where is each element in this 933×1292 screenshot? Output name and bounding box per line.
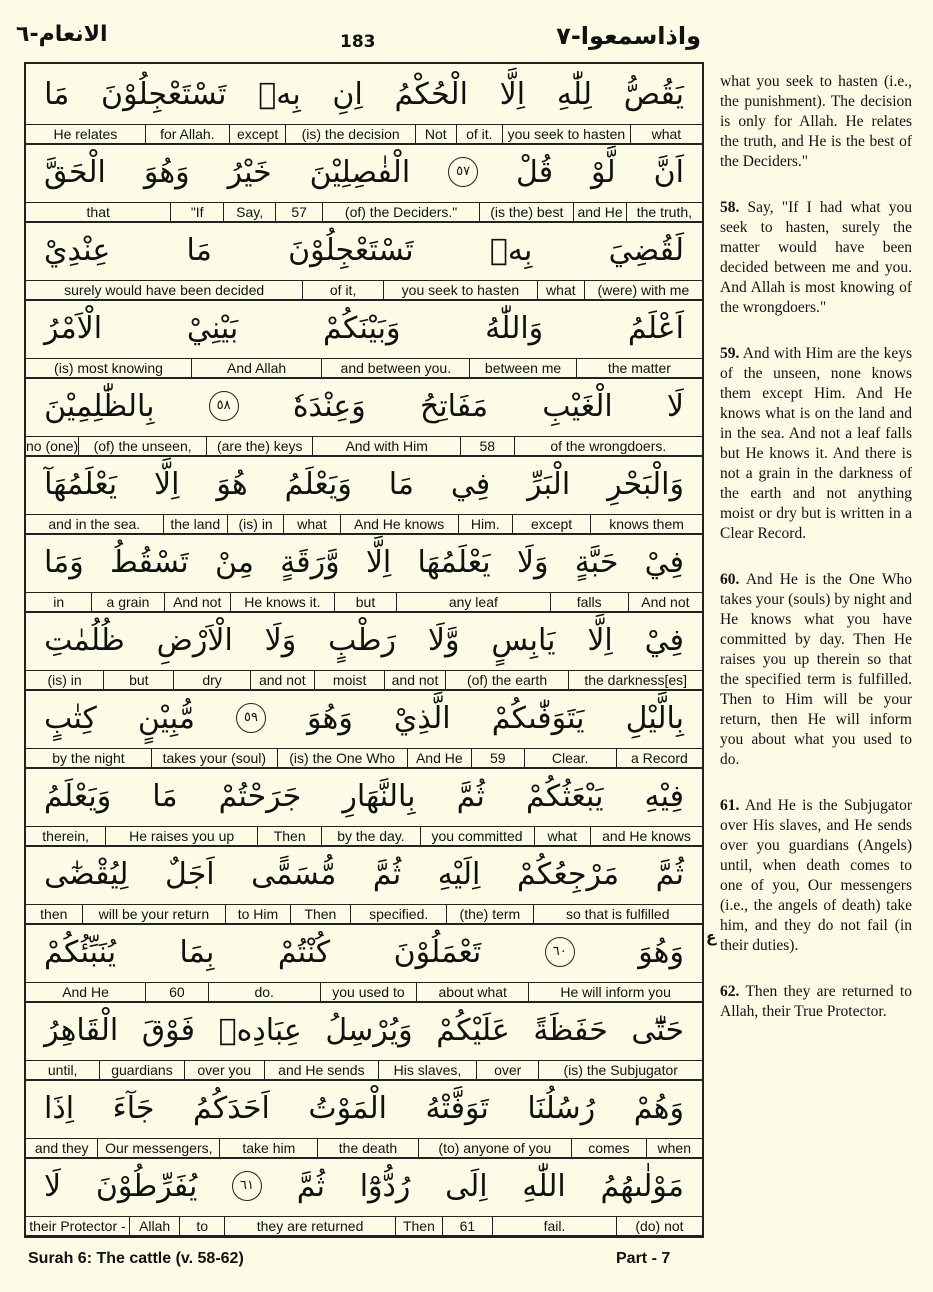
gloss-cell: And He [62,984,109,1000]
arabic-word: فِيْ [644,544,684,580]
gloss-cell: (to) anyone of you [418,1139,572,1157]
arabic-word: رَطْبٍ [328,622,396,658]
gloss-cell: you seek to hasten [383,281,537,299]
arabic-word: مَا [388,466,414,502]
arabic-word: وَعِنْدَهٗ [292,388,366,424]
gloss-cell: so that is fulfilled [533,905,702,923]
arabic-word: بِالظّٰلِمِيْنَ [44,388,155,424]
gloss-cell: specified. [350,905,446,923]
arabic-word: الْحُكْمُ [394,76,468,112]
gloss-cell: their Protector - [29,1218,126,1234]
verse-number-marker: ٦٠ [545,937,575,967]
gloss-cell: to Him [225,905,289,923]
gloss-cell: no (one) [26,438,79,454]
verse-row [26,1156,702,1234]
ruku-marker: ع [706,928,717,946]
verse-row [26,1000,702,1078]
gloss-cell: 57 [275,203,322,221]
gloss-cell: take him [219,1139,317,1157]
gloss-cell: And not [164,593,230,611]
arabic-word: تَسْقُطُ [109,544,189,580]
gloss-cell: and He sends [264,1061,378,1079]
arabic-word: مُّسَمًّى [251,856,337,892]
gloss-cell: (the) term [446,905,532,923]
arabic-word: الْبَرِّ [527,466,571,502]
arabic-word: الَّذِيْ [393,700,451,736]
page-number: 183 [340,32,376,52]
arabic-word: وَهُمْ [633,1090,684,1126]
arabic-word: الْاَرْضِ [156,622,233,658]
verse-row [26,610,702,688]
arabic-word: لِيُقْضٰٓى [44,856,129,892]
arabic-word: يُنَبِّئُكُمْ [44,934,117,970]
verse-number-marker: ٥٩ [236,703,266,733]
gloss-cell: and in the sea. [48,516,141,532]
arabic-word: مَوْلٰىهُمُ [600,1168,684,1204]
arabic-word: بِالنَّهَارِ [342,778,416,814]
verse-row [26,688,702,766]
gloss-cell: Then [290,905,350,923]
translation-text: And with Him are the keys of the unseen, none knows them except Him. And He knows what is on the land and in the sea. And not a leaf falls but He knows it. And there is not a grain in the darkness of the earth and not anything moist or dry but is written in a Clear Record. [720,345,912,542]
gloss-cell: and between you. [321,359,469,377]
gloss-cell: of the wrongdoers. [514,437,702,455]
arabic-word: وَمَا [44,544,84,580]
gloss-cell: 60 [145,983,208,1001]
gloss-cell: what [534,827,591,845]
gloss-cell: the truth, [626,203,702,221]
gloss-cell: therein, [42,828,89,844]
gloss-cell: (of) the Deciders." [322,203,479,221]
gloss-cell: He knows it. [230,593,334,611]
arabic-line [26,1000,702,1060]
arabic-word: تَوَفَّتْهُ [425,1090,489,1126]
gloss-cell: (is) in [47,672,82,688]
arabic-word: وَالْبَحْرِ [607,466,684,502]
arabic-word: الْقَاهِرُ [44,1012,119,1048]
arabic-word: الْمَوْتُ [308,1090,387,1126]
arabic-word: وَهُوَ [143,154,190,190]
arabic-word: جَرَحْتُمْ [218,778,302,814]
arabic-word: جَآءَ [112,1090,155,1126]
gloss-cell: you used to [320,983,416,1001]
gloss-cell: Then [257,827,321,845]
gloss-cell: comes [571,1139,645,1157]
verse-row [26,64,702,142]
gloss-cell: by the night [52,750,125,766]
arabic-word: مُّبِيْنٍ [137,700,195,736]
gloss-cell: Say, [223,203,275,221]
verse-row [26,220,702,298]
arabic-word: وَلَا [516,544,549,580]
gloss-cell: And Allah [191,359,321,377]
gloss-cell: and not [250,671,314,689]
gloss-cell: by the day. [321,827,419,845]
gloss-cell: a grain [91,593,163,611]
verse-number-marker: ٥٨ [209,391,239,421]
gloss-cell: surely would have been decided [64,282,265,298]
gloss-cell: they are returned [224,1217,395,1235]
translation-text: And He is the One Who takes your (souls) by night and He knows what you have committed by day. Then He raises you up therein so that the specified term is fulfilled. Then to Him will be your return, then He will inform you about what you used to do. [720,571,912,768]
arabic-word: ثُمَّ [296,1168,326,1204]
arabic-word: بِمَا [179,934,215,970]
arabic-line [26,532,702,592]
part-footer: Part - 7 [616,1250,671,1267]
arabic-word: تَعْمَلُوْنَ [393,934,482,970]
arabic-word: يَقُصُّ [623,76,684,112]
gloss-cell: in [53,594,65,610]
gloss-cell: And not [628,593,702,611]
arabic-word: بَيْنِيْ [186,310,239,346]
gloss-cell: 59 [471,749,524,767]
translation-column [720,72,912,1048]
gloss-cell: Not [415,125,456,143]
arabic-word: بِالَّيْلِ [625,700,684,736]
gloss-cell: And He knows [340,515,458,533]
translation-paragraph [720,72,912,172]
arabic-word: ثُمَّ [655,856,684,892]
gloss-cell: (is the) best [479,203,573,221]
arabic-word: لَّوْ [591,154,616,190]
arabic-word: يَعْلَمُهَا [417,544,491,580]
gloss-cell: what [537,281,584,299]
arabic-word: الْحَقَّ [44,154,106,190]
arabic-word: خَيْرُ [227,154,272,190]
arabic-word: مَا [44,76,70,112]
translation-text: Say, "If I had what you seek to hasten, surely the matter would have been decided between me and you. And Allah is most knowing of the wrongdoers." [720,199,912,316]
word-by-word-grid [24,62,704,1238]
arabic-line [26,766,702,826]
gloss-cell: that [86,204,110,220]
gloss-cell: the darkness[es] [568,671,702,689]
arabic-word: قُلْ [516,154,554,190]
gloss-cell: falls [550,593,628,611]
arabic-word: فَوْقَ [141,1012,195,1048]
arabic-word: اِذَا [44,1090,75,1126]
gloss-cell: And He [407,749,471,767]
arabic-word: الْغَيْبِ [542,388,613,424]
translation-paragraph [720,796,912,956]
arabic-line [26,454,702,514]
gloss-cell: knows them [590,515,702,533]
gloss-cell: of it, [302,281,383,299]
gloss-cell: dry [173,671,249,689]
gloss-cell: (are the) keys [206,437,312,455]
arabic-word: تَسْتَعْجِلُوْنَ [288,232,414,268]
translation-text: And He is the Subjugator over His slaves, and He sends over you guardians (Angels) until, when death comes to one of you, Our messengers (i.e., the angels of death) take him, and they do not fail (in their duties). [720,797,912,954]
gloss-cell: the land [163,515,227,533]
arabic-word: فِيْ [644,622,684,658]
arabic-word: وَيَعْلَمُ [44,778,112,814]
gloss-cell: over [476,1061,538,1079]
gloss-cell: (is) the decision [285,125,415,143]
arabic-word: حَفَظَةً [533,1012,608,1048]
gloss-cell: (do) not [616,1217,702,1235]
english-gloss-line [26,1216,702,1237]
arabic-line [26,688,702,748]
verse-number: 58. [720,199,740,216]
translation-paragraph [720,982,912,1022]
gloss-cell: Clear. [524,749,616,767]
arabic-word: كِتٰبٍ [44,700,97,736]
gloss-cell: (is) the One Who [277,749,407,767]
arabic-word: يُفَرِّطُوْنَ [95,1168,198,1204]
gloss-cell: what [630,125,702,143]
arabic-word: بِهٖ [258,76,301,112]
arabic-word: حَبَّةٍ [574,544,619,580]
gloss-cell: He will inform you [528,983,702,1001]
arabic-line [26,610,702,670]
arabic-line [26,64,702,124]
arabic-line [26,142,702,202]
gloss-cell: guardians [99,1061,183,1079]
surah-header-arabic: الانعام-٦ [16,22,108,47]
arabic-word: ثُمَّ [372,856,402,892]
arabic-word: يَعْلَمُهَآ [44,466,118,502]
arabic-word: وَهُوَ [307,700,353,736]
gloss-cell: you seek to hasten [502,125,630,143]
arabic-word: كُنْتُمْ [277,934,331,970]
arabic-word: مِنْ [215,544,254,580]
gloss-cell: the death [317,1139,417,1157]
arabic-word: هُوَ [216,466,248,502]
translation-text: what you seek to hasten (i.e., the punishment). The decision is only for Allah. He relates the truth, and He is the best of the Deciders." [720,73,912,170]
gloss-cell: 61 [442,1217,492,1235]
arabic-word: عِنْدِيْ [44,232,111,268]
arabic-word: وَلَا [264,622,297,658]
gloss-cell: (is) most knowing [54,360,163,376]
translation-text: Then they are returned to Allah, their True Protector. [720,983,912,1020]
gloss-cell: Then [395,1217,442,1235]
arabic-word: عَلَيْكُمْ [436,1012,510,1048]
arabic-word: وَاللّٰهُ [485,310,544,346]
arabic-word: لَا [666,388,684,424]
arabic-word: اِنِ [332,76,363,112]
gloss-cell: and He [573,203,625,221]
gloss-cell: any leaf [396,593,549,611]
verse-row [26,532,702,610]
gloss-cell: but [334,593,396,611]
gloss-cell: for Allah. [145,125,229,143]
gloss-cell: you committed [420,827,534,845]
arabic-word: رُسُلُنَا [527,1090,596,1126]
arabic-word: عِبَادِهٖ [218,1012,302,1048]
arabic-word: اَنَّ [653,154,684,190]
arabic-word: فِي [450,466,491,502]
arabic-word: اِلَى [445,1168,488,1204]
gloss-cell: Him. [458,515,512,533]
arabic-word: اِلَيْهِ [437,856,481,892]
gloss-cell: a Record [616,749,702,767]
verse-number-marker: ٥٧ [448,157,478,187]
juz-header-arabic: واذاسمعوا-٧ [556,22,701,50]
arabic-word: اِلَّا [365,544,392,580]
gloss-cell: He relates [53,126,118,142]
arabic-word: ظُلُمٰتِ [44,622,125,658]
verse-number: 62. [720,983,740,1000]
arabic-word: الْاَمْرُ [44,310,103,346]
translation-paragraph [720,198,912,318]
arabic-word: اَعْلَمُ [627,310,684,346]
arabic-word: حَتّٰٓى [631,1012,684,1048]
gloss-cell: (were) with me [584,281,702,299]
gloss-cell: and not [384,671,444,689]
arabic-word: مَفَاتِحُ [419,388,489,424]
gloss-cell: takes your (soul) [151,749,277,767]
arabic-line [26,1156,702,1216]
arabic-line [26,844,702,904]
verse-number: 59. [720,345,740,362]
gloss-cell: (of) the unseen, [78,437,206,455]
gloss-cell: the matter [576,359,702,377]
gloss-cell: to [179,1217,224,1235]
gloss-cell: moist [314,671,384,689]
arabic-word: يَبْعَثُكُمْ [525,778,604,814]
arabic-word: مَا [186,232,212,268]
translation-paragraph [720,344,912,544]
arabic-word: لَا [44,1168,62,1204]
gloss-cell: and He knows [590,827,702,845]
arabic-word: وَّلَا [427,622,460,658]
translation-paragraph [720,570,912,770]
verse-row [26,298,702,376]
verse-row [26,922,702,1000]
gloss-cell: until, [47,1062,78,1078]
gloss-cell: will be your return [82,905,226,923]
arabic-word: لَقُضِيَ [608,232,684,268]
gloss-cell: 58 [460,437,514,455]
arabic-word: اَحَدَكُمُ [192,1090,270,1126]
arabic-word: يَتَوَفّٰىكُمْ [491,700,585,736]
arabic-word: اِلَّا [499,76,526,112]
arabic-line [26,922,702,982]
gloss-cell: except [512,515,590,533]
arabic-word: ثُمَّ [456,778,485,814]
arabic-word: مَا [152,778,178,814]
arabic-word: اللّٰهِ [522,1168,566,1204]
arabic-word: يَابِسٍ [491,622,556,658]
arabic-word: اِلَّا [154,466,180,502]
arabic-line [26,376,702,436]
arabic-word: الْفٰصِلِيْنَ [309,154,411,190]
verse-row [26,454,702,532]
gloss-cell: do. [208,983,320,1001]
verse-number: 60. [720,571,740,588]
arabic-word: لِلّٰهِ [556,76,592,112]
arabic-line [26,298,702,358]
gloss-cell: (of) the earth [445,671,569,689]
verse-row [26,142,702,220]
arabic-word: رُدُّوْٓا [359,1168,411,1204]
gloss-cell: over you [184,1061,264,1079]
verse-row [26,766,702,844]
gloss-cell: when [646,1139,703,1157]
gloss-cell: and they [34,1140,89,1156]
verse-number: 61. [720,797,740,814]
arabic-word: بِهٖ [489,232,533,268]
arabic-word: فِيْهِ [644,778,684,814]
gloss-cell: of it. [456,125,503,143]
arabic-word: وَّرَقَةٍ [280,544,340,580]
gloss-cell: but [103,671,173,689]
gloss-cell: except [229,125,285,143]
verse-number-marker: ٦١ [232,1171,262,1201]
gloss-cell: between me [469,359,575,377]
arabic-word: تَسْتَعْجِلُوْنَ [101,76,227,112]
arabic-line [26,1078,702,1138]
arabic-word: مَرْجِعُكُمْ [516,856,620,892]
gloss-cell: then [40,906,68,922]
verse-row [26,1078,702,1156]
verse-row [26,376,702,454]
gloss-cell: Allah [129,1217,179,1235]
verse-row [26,844,702,922]
surah-footer: Surah 6: The cattle (v. 58-62) [28,1250,244,1267]
gloss-cell: (is) in [227,515,283,533]
arabic-line [26,220,702,280]
arabic-word: وَيُرْسِلُ [325,1012,413,1048]
gloss-cell: "If [170,203,222,221]
gloss-cell: He raises you up [105,827,257,845]
arabic-word: وَبَيْنَكُمْ [322,310,401,346]
arabic-word: اِلَّا [587,622,613,658]
gloss-cell: (is) the Subjugator [538,1061,702,1079]
gloss-cell: what [283,515,339,533]
arabic-word: وَهُوَ [638,934,684,970]
gloss-cell: about what [416,983,528,1001]
arabic-word: وَيَعْلَمُ [284,466,352,502]
gloss-cell: And with Him [312,437,459,455]
gloss-cell: fail. [492,1217,616,1235]
arabic-word: اَجَلٌ [165,856,215,892]
gloss-cell: His slaves, [378,1061,476,1079]
gloss-cell: Our messengers, [97,1139,219,1157]
